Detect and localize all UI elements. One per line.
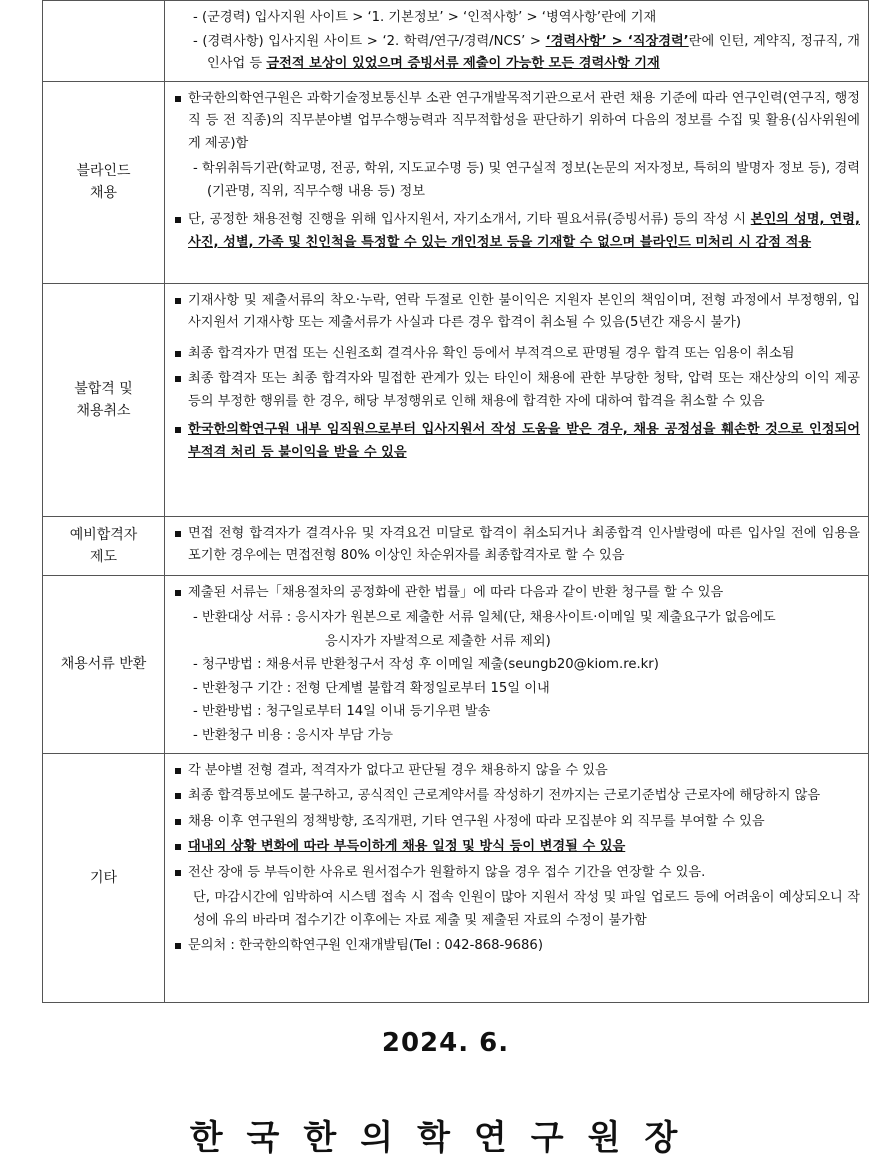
document-date: 2024. 6.	[381, 1028, 510, 1058]
institution-signature: 한국한의학연구원장	[189, 1118, 702, 1158]
row-label-etc: 기타	[43, 753, 165, 1002]
table-row	[43, 516, 869, 575]
row-label-empty	[43, 1, 165, 82]
row-content-fail	[165, 283, 869, 516]
label-line: 불합격 및	[74, 380, 133, 397]
bullet-item: 전산 장애 등 부득이한 사유로 원서접수가 원활하지 않을 경우 접수 기간을 연장할 수 있음.	[175, 862, 860, 885]
dash-item: - 반환방법 : 청구일로부터 14일 이내 등기우편 발송	[193, 704, 491, 719]
dash-item: - 반환청구 비용 : 응시자 부담 가능	[193, 727, 393, 743]
emphasis-text: 금전적 보상이 있었으며 증빙서류 제출이 가능한 모든 경력사항 기재	[266, 56, 660, 71]
row-content-etc	[165, 753, 869, 1002]
row-content-blind	[165, 81, 869, 283]
row-label-blind	[43, 81, 165, 283]
table-row	[43, 81, 869, 283]
bullet-item: 한국한의학연구원 내부 임직원으로부터 입사지원서 작성 도움을 받은 경우, 채용 공정성을 훼손한 것으로 인정되어 부적격 처리 등 불이익을 받을 수 있음	[175, 419, 860, 464]
row-label-fail	[43, 283, 165, 516]
table-row	[43, 575, 869, 753]
label-line: 제도	[89, 548, 118, 565]
row-content-career	[165, 1, 869, 82]
dash-item-cont: 응시자가 자발적으로 제출한 서류 제외)	[325, 633, 551, 649]
dash-item: - 청구방법 : 채용서류 반환청구서 작성 후 이메일 제출(seungb20@kiom.re.kr)	[193, 657, 659, 672]
bullet-item: 기재사항 및 제출서류의 착오·누락, 연락 두절로 인한 불이익은 지원자 본인의 책임이며, 전형 과정에서 부정행위, 입사지원서 기재사항 또는 제출서류가 사실과 다른 경우 합격이 취소될 수 있음(5년간 재응시 불가)	[175, 290, 860, 335]
bullet-item: 문의처 : 한국한의학연구원 인재개발팀(Tel : 042-868-9686)	[175, 935, 860, 958]
bullet-item: 채용 이후 연구원의 정책방향, 조직개편, 기타 연구원 사정에 따라 모집분야 외 직무를 부여할 수 있음	[175, 811, 860, 834]
table-row	[43, 753, 869, 1002]
table-row	[43, 1, 869, 82]
bullet-item: 면접 전형 합격자가 결격사유 및 자격요건 미달로 합격이 취소되거나 최종합격 인사발령에 따른 입사일 전에 임용을 포기한 경우에는 면접전형 80% 이상인 차순위자를 최종합격자로 할 수 있음	[175, 523, 860, 568]
label-line: 예비합격자	[69, 526, 138, 543]
bullet-item: 최종 합격자 또는 최종 합격자와 밀접한 관계가 있는 타인이 채용에 관한 부당한 청탁, 압력 또는 재산상의 이익 제공 등의 부정한 행위를 한 경우, 해당 부정행위로 인해 채용에 합격한 자에 대하여 합격을 취소할 수 있음	[175, 368, 860, 413]
bullet-item: 최종 합격자가 면접 또는 신원조회 결격사유 확인 등에서 부적격으로 판명될 경우 합격 또는 임용이 취소됨	[175, 343, 860, 366]
emphasis-text: 본인의 성명, 연령, 사진, 성별, 가족 및 친인척을 특정할 수 있는 개인정보 등을 기재할 수 없으며 블라인드 미처리 시 감점 적용	[188, 212, 860, 250]
table-row	[43, 283, 869, 516]
text-span: - (경력사항) 입사지원 사이트 > ‘2. 학력/연구/경력/NCS’ >	[193, 33, 546, 49]
bullet-item: 대내외 상황 변화에 따라 부득이하게 채용 일정 및 방식 등이 변경될 수 있음	[175, 836, 860, 859]
dash-item: - 학위취득기관(학교명, 전공, 학위, 지도교수명 등) 및 연구실적 정보(논문의 저자정보, 특허의 발명자 정보 등), 경력(기관명, 직위, 직무수행 내용 등) 정보	[193, 161, 860, 199]
dash-item: - 반환청구 기간 : 전형 단계별 불합격 확정일로부터 15일 이내	[193, 680, 550, 696]
bullet-item: 각 분야별 전형 결과, 적격자가 없다고 판단될 경우 채용하지 않을 수 있음	[175, 760, 860, 783]
label-line: 채용	[89, 185, 118, 201]
label-line: 블라인드	[76, 163, 131, 179]
label-line: 채용취소	[76, 402, 131, 419]
text-span: 단, 공정한 채용전형 진행을 위해 입사지원서, 자기소개서, 기타 필요서류(증빙서류) 등의 작성 시	[188, 212, 751, 227]
row-label-return: 채용서류 반환	[43, 575, 165, 753]
dash-item: - (군경력) 입사지원 사이트 > ‘1. 기본정보’ > ‘인적사항’ > ‘병역사항’란에 기재	[193, 10, 657, 25]
dash-item: - 반환대상 서류 : 응시자가 원본으로 제출한 서류 일체(단, 채용사이트·이메일 및 제출요구가 없음에도	[193, 610, 776, 625]
dash-item	[175, 31, 860, 76]
text-span: 란에 인턴, 계약직, 정규직, 개인사업 등	[207, 33, 860, 71]
row-content-return	[165, 575, 869, 753]
bullet-item: 최종 합격통보에도 불구하고, 공식적인 근로계약서를 작성하기 전까지는 근로기준법상 근로자에 해당하지 않음	[175, 785, 860, 808]
info-table	[42, 0, 869, 1003]
bullet-item-cont: 단, 마감시간에 임박하여 시스템 접속 시 접속 인원이 많아 지원서 작성 및 파일 업로드 등에 어려움이 예상되오니 작성에 유의 바라며 접수기간 이후에는 자료 제출 및 제출된 자료의 수정이 불가함	[193, 890, 860, 928]
bullet-item: 제출된 서류는「채용절차의 공정화에 관한 법률」에 따라 다음과 같이 반환 청구를 할 수 있음	[175, 582, 860, 605]
bullet-item: 한국한의학연구원은 과학기술정보통신부 소관 연구개발목적기관으로서 관련 채용 기준에 따라 연구인력(연구직, 행정직 등 전 직종)의 직무분야별 업무수행능력과 직무적합성을 판단하기 위하여 다음의 정보를 수집 및 활용(심사위원에게 제공)함	[175, 88, 860, 156]
row-label-reserve	[43, 516, 165, 575]
emphasis-text: ‘경력사항’ > ‘직장경력’	[545, 33, 689, 49]
bullet-item	[175, 209, 860, 254]
row-content-reserve	[165, 516, 869, 575]
